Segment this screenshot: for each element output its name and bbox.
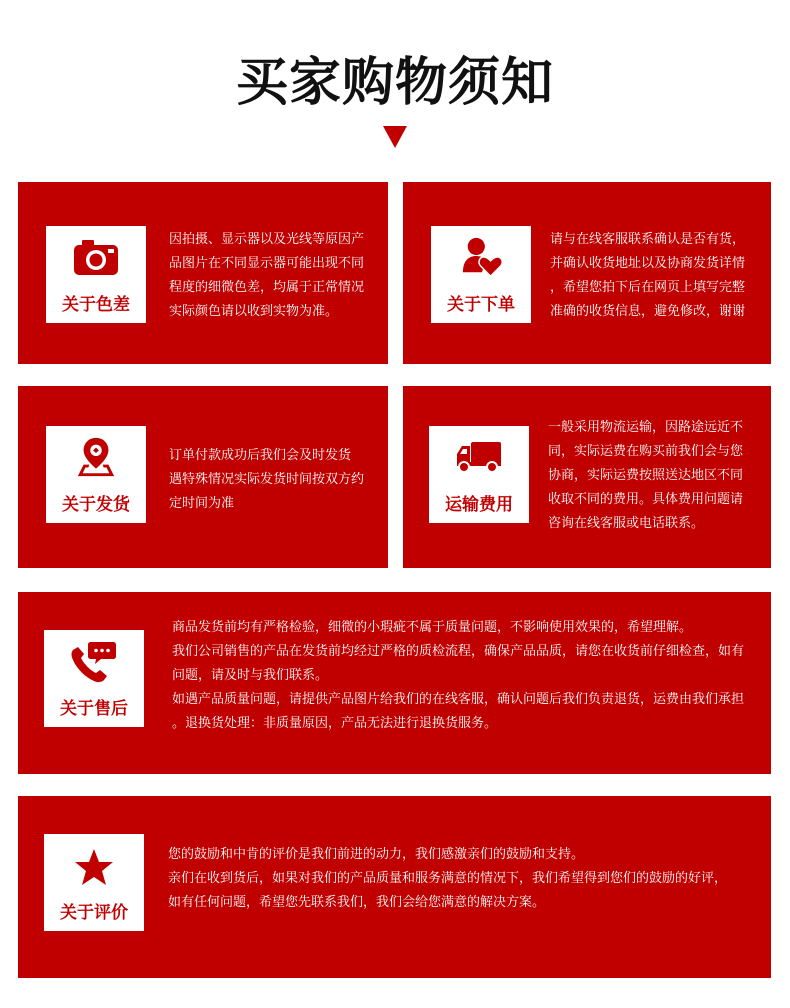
section-color-difference bbox=[18, 182, 388, 364]
text-line: 品图片在不同显示器可能出现不同 bbox=[169, 256, 365, 271]
star-icon bbox=[74, 848, 114, 886]
section-text bbox=[169, 228, 364, 324]
location-pin-icon bbox=[75, 436, 117, 478]
section-label: 关于售后 bbox=[60, 699, 128, 719]
text-line: 商品发货前均有严格检验，细微的小瑕疵不属于质量问题，不影响使用效果的，希望理解。 bbox=[172, 620, 693, 635]
text-line: 准确的收货信息，避免修改，谢谢 bbox=[550, 304, 746, 319]
chevron-down-icon bbox=[383, 126, 407, 148]
text-line: 订单付款成功后我们会及时发货 bbox=[169, 448, 352, 463]
text-line: 如有任何问题，希望您先联系我们，我们会给您满意的解决方案。 bbox=[168, 895, 546, 910]
section-label: 关于下单 bbox=[447, 295, 515, 315]
section-shipping bbox=[18, 386, 388, 568]
section-freight bbox=[403, 386, 771, 568]
icon-box bbox=[46, 226, 146, 323]
text-line: 程度的细微色差，均属于正常情况 bbox=[169, 280, 365, 295]
section-after-sales bbox=[18, 592, 771, 774]
text-line: 亲们在收到货后，如果对我们的产品质量和服务满意的情况下，我们希望得到您们的鼓励的好评， bbox=[168, 871, 728, 886]
text-line: 请与在线客服联系确认是否有货， bbox=[550, 232, 746, 247]
truck-icon bbox=[455, 440, 503, 474]
icon-box bbox=[44, 834, 144, 931]
icon-box bbox=[429, 426, 529, 523]
text-line: 咨询在线客服或电话联系。 bbox=[548, 516, 705, 531]
text-line: ，希望您拍下后在网页上填写完整 bbox=[550, 280, 746, 295]
text-line: 遇特殊情况实际发货时间按双方约 bbox=[169, 472, 365, 487]
icon-box bbox=[431, 226, 531, 323]
text-line: 并确认收货地址以及协商发货详情 bbox=[550, 256, 746, 271]
section-label: 运输费用 bbox=[445, 495, 513, 515]
section-label: 关于发货 bbox=[62, 495, 130, 515]
icon-box bbox=[46, 426, 146, 523]
section-label: 关于色差 bbox=[62, 295, 130, 315]
section-text bbox=[550, 228, 745, 324]
text-line: 协商，实际运费按照送达地区不同 bbox=[548, 468, 744, 483]
section-review bbox=[18, 796, 771, 978]
text-line: 收取不同的费用。具体费用问题请 bbox=[548, 492, 744, 507]
page-title: 买家购物须知 bbox=[235, 52, 554, 113]
section-text bbox=[169, 444, 364, 516]
text-line: 同，实际运费在购买前我们会与您 bbox=[548, 444, 744, 459]
phone-chat-icon bbox=[69, 640, 117, 684]
section-label: 关于评价 bbox=[60, 903, 128, 923]
text-line: 问题，请及时与我们联系。 bbox=[172, 668, 329, 683]
icon-box bbox=[44, 630, 144, 727]
text-line: 实际颜色请以收到实物为准。 bbox=[169, 304, 339, 319]
section-text bbox=[172, 616, 744, 736]
text-line: 如遇产品质量问题，请提供产品图片给我们的在线客服，确认问题后我们负责退货，运费由我们承担 bbox=[172, 692, 745, 707]
text-line: 我们公司销售的产品在发货前均经过严格的质检流程，确保产品品质，请您在收货前仔细检查，如有 bbox=[172, 644, 745, 659]
section-text bbox=[548, 416, 743, 536]
text-line: 您的鼓励和中肯的评价是我们前进的动力，我们感激亲们的鼓励和支持。 bbox=[168, 847, 585, 862]
text-line: 。退换货处理：非质量原因，产品无法进行退换货服务。 bbox=[172, 716, 498, 731]
user-heart-icon bbox=[461, 236, 503, 278]
section-ordering bbox=[403, 182, 771, 364]
camera-icon bbox=[72, 238, 120, 278]
section-text bbox=[168, 843, 727, 915]
text-line: 因拍摄、显示器以及光线等原因产 bbox=[169, 232, 365, 247]
text-line: 定时间为准 bbox=[169, 496, 235, 511]
text-line: 一般采用物流运输，因路途远近不 bbox=[548, 420, 744, 435]
